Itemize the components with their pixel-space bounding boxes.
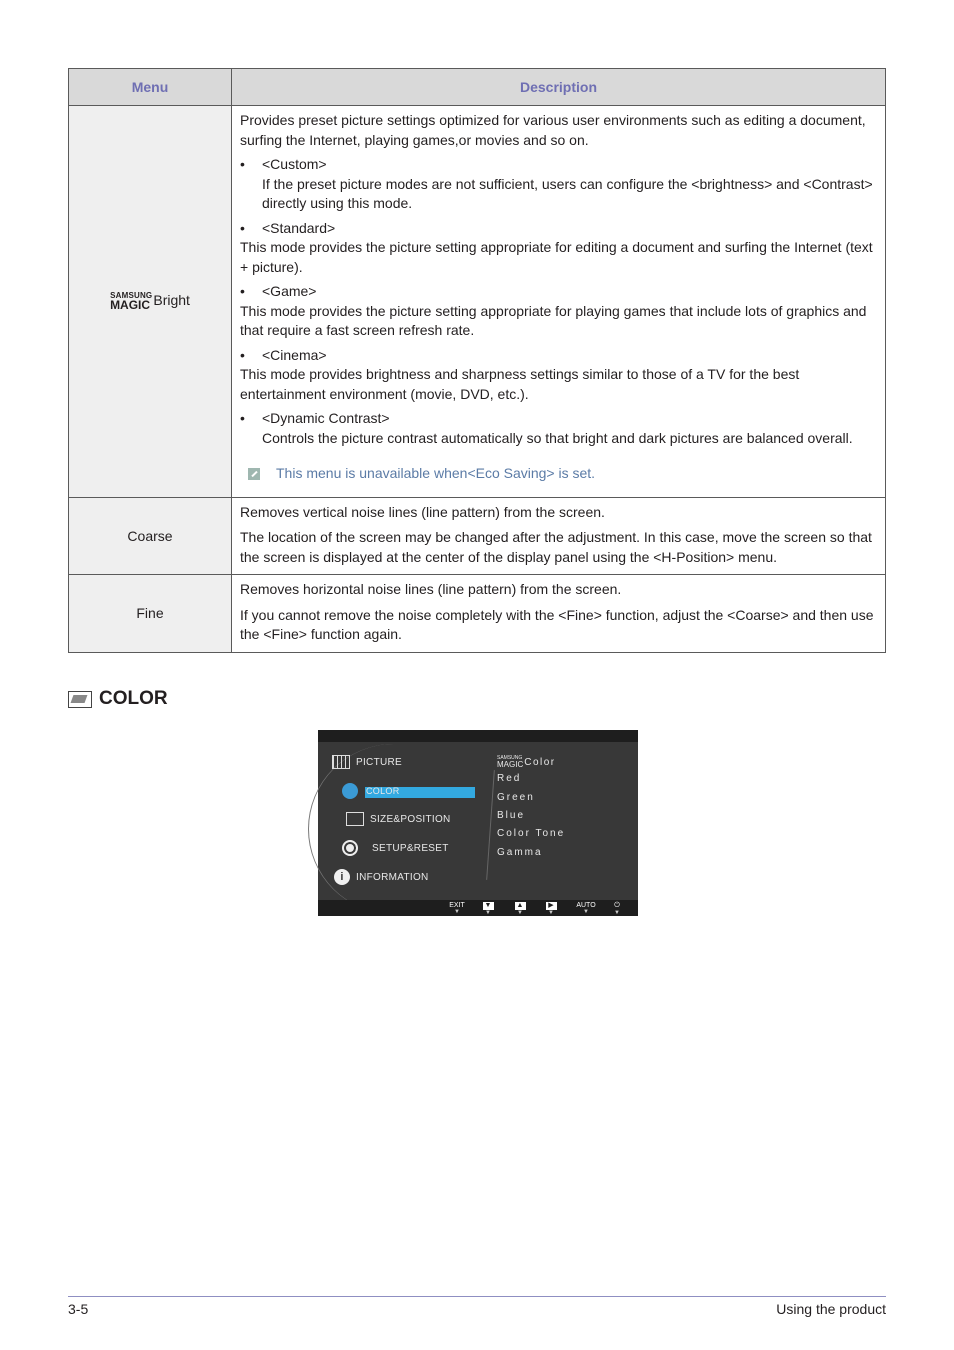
chapter-title: Using the product xyxy=(776,1301,886,1317)
osd-submenu-green[interactable]: Green xyxy=(497,792,535,803)
arrow-down-icon: ▼ xyxy=(483,902,494,910)
osd-top-bar xyxy=(318,730,638,742)
osd-menu-picture[interactable]: PICTURE xyxy=(332,755,402,769)
osd-magic-color-title: SAMSUNG MAGIC Color xyxy=(497,755,556,769)
osd-auto-button[interactable]: AUTO ▼ xyxy=(576,902,596,915)
osd-submenu-gamma[interactable]: Gamma xyxy=(497,847,543,858)
osd-menu-setup-reset[interactable]: SETUP&RESET xyxy=(342,840,449,856)
info-icon: i xyxy=(334,869,350,885)
section-title: COLOR xyxy=(99,688,168,709)
header-menu: Menu xyxy=(69,69,232,106)
osd-screenshot xyxy=(318,730,638,916)
description-cell xyxy=(232,575,886,653)
settings-table xyxy=(68,68,886,653)
header-description: Description xyxy=(232,69,886,106)
section-heading xyxy=(68,688,168,710)
osd-exit-button[interactable]: EXIT ▼ xyxy=(449,902,465,915)
picture-icon xyxy=(332,755,350,769)
osd-arc xyxy=(308,744,479,914)
note xyxy=(240,464,877,484)
osd-up-button[interactable]: ▲ ▼ xyxy=(510,902,530,916)
osd-down-button[interactable]: ▼ ▼ xyxy=(478,902,498,916)
menu-label: Bright xyxy=(153,291,190,308)
arrow-right-icon: ▶ xyxy=(546,902,557,910)
osd-submenu-color-tone[interactable]: Color Tone xyxy=(497,828,566,839)
description-cell xyxy=(232,106,886,498)
intro-text: Provides preset picture settings optimized for various user environments such as editing a document, surfing the Internet, playing games,or movies and so on. xyxy=(240,112,866,148)
palette-icon xyxy=(342,783,358,799)
table-row xyxy=(69,497,886,575)
osd-menu-color[interactable]: COLOR xyxy=(342,783,400,799)
samsung-magic-logo: SAMSUNG MAGIC xyxy=(110,290,153,312)
option-standard: • <Standard> This mode provides the picture setting appropriate for editing a document and surfing the Internet (text + picture). xyxy=(240,219,877,278)
option-cinema: • <Cinema> This mode provides brightness and sharpness settings similar to those of a TV for the best entertainment environment (movie, DVD, etc.). xyxy=(240,346,877,405)
osd-power-button[interactable]: ⏻ ▼ xyxy=(614,902,620,916)
osd-separator xyxy=(486,770,495,880)
paragraph: Removes vertical noise lines (line pattern) from the screen. xyxy=(240,503,605,520)
description-cell xyxy=(232,497,886,575)
size-position-icon xyxy=(346,812,364,826)
gear-icon xyxy=(342,840,358,856)
color-section-icon xyxy=(68,691,92,708)
option-dynamic-contrast: • <Dynamic Contrast> Controls the picture contrast automatically so that bright and dark pictures are balanced overall. xyxy=(240,409,877,448)
option-game: • <Game> This mode provides the picture setting appropriate for playing games that include lots of graphics and that require a fast screen refresh rate. xyxy=(240,282,877,341)
menu-cell-bright xyxy=(69,106,232,498)
osd-menu-size-position[interactable]: SIZE&POSITION xyxy=(346,812,451,826)
osd-submenu-blue[interactable]: Blue xyxy=(497,810,526,821)
paragraph: If you cannot remove the noise completely with the <Fine> function, adjust the <Coarse> and then use the <Fine> function again. xyxy=(240,606,874,642)
table-row xyxy=(69,575,886,653)
table-row xyxy=(69,106,886,498)
option-custom: • <Custom> If the preset picture modes are not sufficient, users can configure the <brightness> and <Contrast> directly using this mode. xyxy=(240,155,877,214)
menu-cell-fine: Fine xyxy=(69,575,232,653)
power-icon: ⏻ xyxy=(614,902,620,909)
paragraph: The location of the screen may be changed after the adjustment. In this case, move the screen so that the screen is displayed at the center of the display panel using the <H-Position> menu. xyxy=(240,529,872,565)
note-text: This menu is unavailable when<Eco Saving> is set. xyxy=(276,465,596,481)
page-number: 3-5 xyxy=(68,1301,89,1317)
note-icon xyxy=(248,468,260,480)
osd-submenu-red[interactable]: Red xyxy=(497,773,522,784)
osd-right-button[interactable]: ▶ ▼ xyxy=(541,902,561,916)
osd-menu-information[interactable]: i INFORMATION xyxy=(334,869,429,885)
footer-divider xyxy=(68,1296,886,1297)
paragraph: Removes horizontal noise lines (line pattern) from the screen. xyxy=(240,581,622,597)
arrow-up-icon: ▲ xyxy=(515,902,526,910)
menu-cell-coarse: Coarse xyxy=(69,497,232,575)
